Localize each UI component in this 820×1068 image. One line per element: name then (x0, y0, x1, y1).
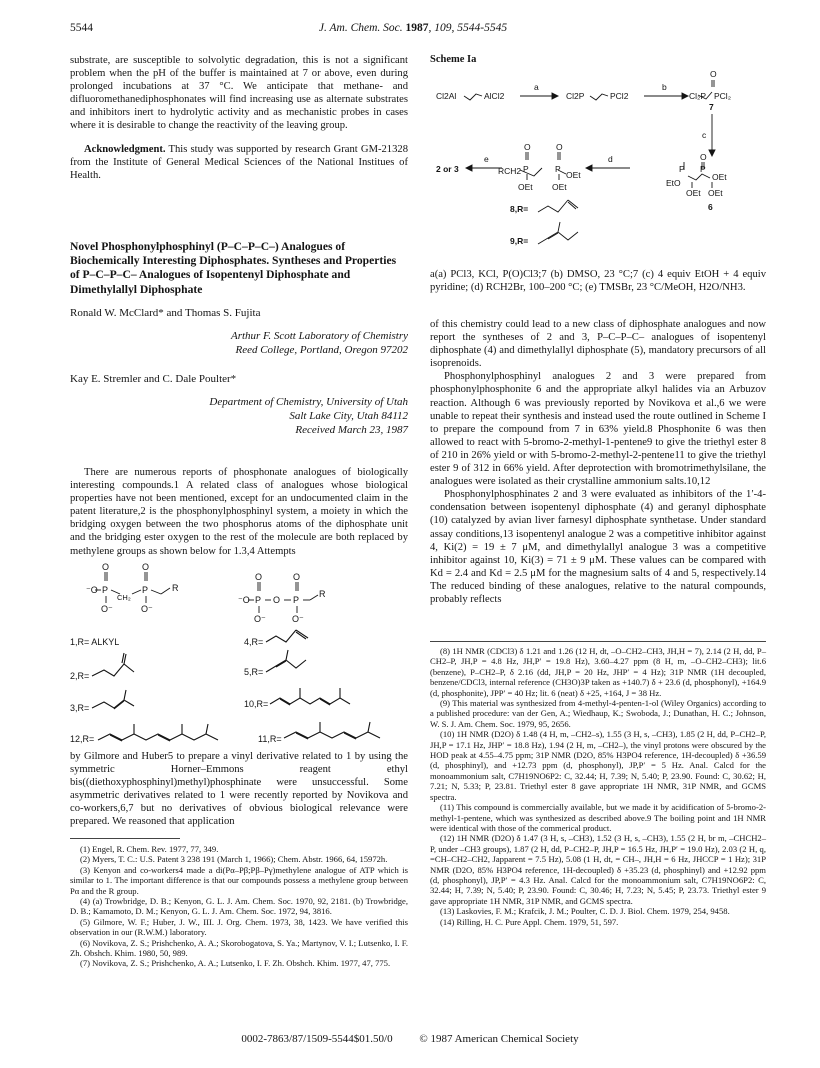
label-2: 2,R= (70, 671, 90, 681)
continuation-paragraph: by Gilmore and Huber5 to prepare a vinyl derivative related to 1 by using the symmetric Horner–Emmons reagent ethyl bis((diethoxyphosphinyl)methyl)phosphinate were unsuccessful. Some asymmetric derivatives related to 1 were recently reported by Novikova and co-workers,6,7 but no derivatives of obvious biological relevance were prepared. We reasoned that application (70, 751, 408, 828)
structures-figure (70, 560, 410, 750)
svg-text:P: P (679, 164, 685, 174)
product-2-or-3: 2 or 3 (436, 164, 459, 174)
footnote: (2) Myers, T. C.: U.S. Patent 3 238 191 (March 1, 1966); Chem. Abstr. 1966, 64, 15972h. (80, 854, 388, 865)
svg-text:O: O (700, 152, 707, 162)
scheme-footnote: a(a) PCl3, KCl, P(O)Cl3;7 (b) DMSO, 23 °C;7 (c) 4 equiv EtOH + 4 equiv pyridine; (d) RCH2Br, 100–200 °C; (e) TMSBr, 23 °C/MeOH, H2O/NH3. (430, 269, 766, 294)
footnote: (13) Laskovies, F. M.; Krafcik, J. M.; Poulter, C. D. J. Biol. Chem. 1979, 254, 9458. (440, 906, 730, 917)
label-3: 3,R= (70, 703, 90, 713)
left-intro (70, 54, 408, 182)
svg-text:⁻O: ⁻O (86, 585, 98, 595)
svg-text:OEt: OEt (708, 188, 723, 198)
affiliation-2-line1: Department of Chemistry, University of Utah (209, 396, 408, 408)
svg-text:Cl₂P: Cl₂P (689, 91, 706, 101)
label-11: 11,R= (258, 734, 282, 744)
svg-text:O: O (710, 69, 717, 79)
article-title: Novel Phosphonylphosphinyl (P–C–P–C–) Analogues of Biochemically Interesting Diphosphates. Syntheses and Properties of P–C–P–C– Analogues of Isopentenyl Diphosphate and Dimethylallyl Diphosphate (70, 240, 397, 296)
footnote: (12) 1H NMR (D2O) δ 1.47 (3 H, s, –CH3), 1.52 (3 H, s, –CH3), 1.55 (2 H, br m, –CHCH2–P, under –CH3 groups), 1.87 (2 H, dd, P–CH2–P, JH,P = 16.5 Hz, JH,P′ = 19.0 Hz), 2.03 (2 H, q, =CH–CH2–CH2, Japparent = 7.5 Hz), 5.08 (1 H, dt, = CH–, JH,H = 6 Hz, JHCCP = 1 Hz); 31P NMR (D2O, 85% H3PO4 reference, 1H-decoupled) δ +35.23 (d, phosphinyl) and +12.92 ppm (d, phosphonyl), JP,P′ = 4.3 Hz. Anal. Calcd for the monoammonium salt, C7H19NO6P2: C, 32.44; H, 7.39; N, 5.40; P, 23.90. Found: C, 30.46; H, 7.23; N, 5.45; P, 23.73. Triethyl ester 9 gave appropriate 1H NMR, 31P NMR, and GCMS spectra. (430, 833, 766, 906)
svg-text:OEt: OEt (518, 182, 533, 192)
affiliation-2-line2: Salt Lake City, Utah 84112 (289, 410, 408, 422)
right-paragraph-3: Phosphonylphosphinates 2 and 3 were evaluated as inhibitors of the 1′-4-condensation between isopentenyl diphosphate (4) and geranyl diphosphate (10) catalyzed by avian liver farnesyl diphosphate synthetase. Under standard assay conditions,13 isopentenyl analogue 2 was a competitive inhibitor against 4, Ki(2) = 19 ± 7 μM, and dimethylallyl analogue 3 was a competitive inhibitor against 10, Ki(3) = 71 ± 9 μM. These values can be compared with Kd = 2.4 and Kd = 2.5 μM for the magnesium salts of 4 and 5, respectively.14 The reduced binding of these analogues, relative to the natural compounds, probably reflects (430, 489, 766, 605)
footnote: (3) Kenyon and co-workers4 made a di(Pα–Pβ;Pβ–Pγ)methylene analogue of ATP which is similar to 1. The important difference is that our compounds possess a methylene group between Pα and the R group. (70, 864, 408, 896)
affiliation-1 (70, 329, 408, 357)
svg-text:O⁻: O⁻ (292, 614, 304, 624)
footnote-rule-right (430, 641, 766, 642)
svg-text:O: O (524, 142, 531, 152)
compound-9: 9,R= (510, 236, 529, 246)
footnote: (11) This compound is commercially available, but we made it by acidification of 5-bromo-2-methyl-1-pentene, which was synthesized as described above.9 The boiling point and 1H NMR were identical with those of the commerical product. (430, 802, 766, 833)
footnote-rule-left (70, 838, 180, 839)
svg-text:O: O (255, 572, 263, 582)
svg-text:OEt: OEt (712, 172, 727, 182)
scheme-reactant-right: AlCl2 (484, 91, 505, 101)
right-body (430, 318, 766, 606)
footnote: (6) Novikova, Z. S.; Prishchenko, A. A.; Skorobogatova, S. Ya.; Martynov, V. I.; Lutsenko, I. F. Zh. Obshch. Khim. 1980, 50, 989. (70, 937, 408, 959)
svg-text:O: O (142, 562, 150, 572)
svg-text:R: R (319, 589, 326, 599)
reagent-e-label: e (484, 154, 489, 164)
copyright: © 1987 American Chemical Society (419, 1033, 579, 1045)
svg-text:O⁻: O⁻ (141, 604, 153, 614)
footnotes-left (70, 844, 408, 969)
compound-6: 6 (708, 202, 713, 212)
label-1: 1,R= ALKYL (70, 637, 120, 647)
svg-text:PCl₂: PCl₂ (714, 91, 731, 101)
scheme-title: Scheme Ia (430, 54, 477, 65)
ack-label: Acknowledgment. (84, 143, 166, 155)
journal-citation (70, 22, 756, 34)
scheme-int-left: Cl2P (566, 91, 585, 101)
footnotes-right (430, 646, 766, 927)
svg-text:O⁻: O⁻ (254, 614, 266, 624)
intro-body (70, 466, 408, 558)
compound-8: 8,R= (510, 204, 529, 214)
svg-text:P: P (523, 164, 529, 174)
article-code: 0002-7863/87/1509-5544$01.50/0 (241, 1033, 393, 1045)
svg-text:P: P (142, 585, 149, 595)
footnote: (4) (a) Trowbridge, D. B.; Kenyon, G. L. J. Am. Chem. Soc. 1970, 92, 2181. (b) Trowbridge, D. B.; Kamamoto, D. M.; Kenyon, G. L. J. Am. Chem. Soc. 1972, 94, 3816. (70, 896, 408, 917)
reagent-b: b (662, 82, 667, 92)
scheme-diagram (430, 66, 770, 266)
svg-text:R: R (172, 583, 179, 593)
right-paragraph-2: Phosphonylphosphinyl analogues 2 and 3 were prepared from phosphonylphosphonite 6 and the appropriate alkyl halides via an Arbuzov reaction. Although 6 was previously reported by Novikova et al.,6 we were unable to repeat their synthesis and instead used the route outlined in Scheme I to prepare the compound from 7 in 63% yield.8 Phosphonite 6 was then allowed to react with 5-bromo-2-methyl-1-pentene9 to give the triethyl ester 8 of 210 in 26% yield or with 5-bromo-2-methyl-2-pentene11 to give the triethyl ester 9 of 312 in 66% yield. After deprotection with bromotrimethylsilane, the analogues were isolated as their crystalline ammonium salts.10,12 (430, 371, 766, 488)
left-continuation (70, 750, 408, 829)
label-12: 12,R= (70, 734, 95, 744)
received-date: Received March 23, 1987 (295, 424, 408, 436)
page-footer (0, 1033, 820, 1045)
authors-1: Ronald W. McClard* and Thomas S. Fujita (70, 307, 261, 319)
affiliation-2 (70, 395, 408, 437)
svg-text:OEt: OEt (686, 188, 701, 198)
footnote: (1) Engel, R. Chem. Rev. 1977, 77, 349. (80, 844, 219, 854)
svg-text:⁻O: ⁻O (238, 595, 250, 605)
footnote: (5) Gilmore, W. F.; Huber, J. W., III. J. Org. Chem. 1973, 38, 1423. We have verified this observation in our (R.W.M.) laboratory. (70, 916, 408, 938)
scheme-int-right: PCl2 (610, 91, 629, 101)
footnote: (9) This material was synthesized from 4-methyl-4-penten-1-ol (Wiley Organics) according to a published procedure: van der Gen, A.; Wiedhaup, K.; Swoboda, J.; Dunathan, H. C.; Johnson, W. S. J. Am. Chem. Soc. 1979, 95, 2656. (430, 698, 766, 729)
scheme-rch2: RCH2 (498, 166, 522, 176)
label-10: 10,R= (244, 699, 269, 709)
footnote: (8) 1H NMR (CDCl3) δ 1.21 and 1.26 (12 H, dt, –O–CH2–CH3, JH,H = 7), 2.14 (2 H, dd, P–CH2–P, JH,P = 4.8 Hz, JH,P′ = 19.8 Hz), 3.60–4.27 ppm (8 H, m, –O–CH2–CH3); lit.6 (benzene), P–CH2–P, δ 2.16 (dd, JH,P = 20 Hz, JHP′ = 4 Hz); 31P NMR (1H decoupled, benzene/CDCl3, internal reference (CH3O)3P taken as +140.7) δ + 23.6 (d, phosphonyl), +164.9 (d, phosphonite), JPP′ = 40 Hz; lit. 6 (neat) δ +25, +164, J = 38 Hz. (430, 646, 766, 698)
running-header (70, 22, 756, 38)
footnote: (14) Rilling, H. C. Pure Appl. Chem. 1979, 51, 597. (440, 916, 619, 927)
reagent-c: c (702, 130, 707, 140)
svg-text:O: O (273, 595, 281, 605)
intro-paragraph: substrate, are susceptible to solvolytic degradation, this is not a significant problem when the pH of the buffer is maintained at 7 or above, even during prolonged incubations at 37 °C. We anticipate that methane- and difluoromethanediphosphonates will find increasing use as alternate substrates and inhibitors inert to hydrolytic activity and as mechanistic probes in cases where it is desirable to change the reactivity of the leaving group. (70, 55, 408, 132)
journal-volume-pages: , 109, 5544-5545 (428, 22, 508, 34)
svg-text:EtO: EtO (666, 178, 681, 188)
ack-text: This study was supported by research Grant GM-21328 from the Institute of General Medical Sciences of the National Institues of Health. (70, 143, 408, 181)
svg-text:CH₂: CH₂ (117, 593, 131, 602)
page-number: 5544 (70, 22, 93, 34)
scheme-oet-1: OEt (566, 170, 581, 180)
journal-year: 1987 (405, 22, 429, 34)
body-paragraph: There are numerous reports of phosphonate analogues of biologically interesting compounds.1 A related class of analogues whose biological properties have not been mentioned, except for an undocumented claim in the patent literature,2 is the phosphonylphosphinyl system, a moiety in which the bridging oxygen between the two phosphorus atoms of the diphosphate unit and the bridging ester oxygen to the rest of the molecule are both replaced by methylene groups as shown below for 1.3,4 Attempts (70, 467, 408, 557)
reagent-a: a (534, 82, 539, 92)
footnote: (7) Novikova, Z. S.; Prishchenko, A. A.; Lutsenko, I. F. Zh. Obshch. Khim. 1977, 47, 775. (80, 958, 391, 969)
svg-text:O: O (556, 142, 563, 152)
reagent-d: d (608, 154, 613, 164)
affiliation-1-line1: Arthur F. Scott Laboratory of Chemistry (230, 330, 408, 342)
svg-text:O: O (293, 572, 301, 582)
svg-text:P: P (102, 585, 109, 595)
svg-text:O: O (102, 562, 110, 572)
label-5: 5,R= (244, 667, 264, 677)
footnote: (10) 1H NMR (D2O) δ 1.48 (4 H, m, –CH2–s), 1.55 (3 H, s, –CH3), 1.85 (2 H, dd, P–CH2–P, JH,P = 17.1 Hz, JHP′ = 18.8 Hz), 1.94 (2 H, m, –CH2–), the vinyl protons were obscured by the HOD peak at 4.55–4.75 ppm; 31P NMR (D2O, 85% H3PO4 reference, 1H-decoupled) δ +36.59 (d, phosphinyl), and +12.73 ppm (d, phosphonyl), JP,P′ = 5 Hz. Anal. Calcd for the monoammonium salt, C7H19NO6P2: C, 32.44; H, 7.39; N, 5.40; P, 23.90. Found: C, 30.62; H, 7.21; N, 5.33; P, 23.81. Triethyl ester 8 gave appropriate 1H NMR, 31P NMR, and GCMS spectra. (430, 729, 766, 802)
svg-text:O⁻: O⁻ (101, 604, 113, 614)
label-4: 4,R= (244, 637, 264, 647)
scheme-reactant-left: Cl2Al (436, 91, 457, 101)
svg-text:OEt: OEt (552, 182, 567, 192)
journal-name: J. Am. Chem. Soc. (318, 22, 403, 34)
affiliation-1-line2: Reed College, Portland, Oregon 97202 (235, 344, 408, 356)
svg-text:P: P (255, 595, 262, 605)
svg-text:P: P (293, 595, 300, 605)
acknowledgment (70, 143, 408, 182)
right-paragraph-1: of this chemistry could lead to a new class of diphosphate analogues and now report the syntheses of 2 and 3, P–C–P–C– analogues of isopentenyl diphosphate (4) and dimethylallyl diphosphate (5), mandatory precursors of all isoprenoids. (430, 319, 766, 370)
svg-text:P: P (700, 164, 706, 174)
compound-7: 7 (709, 102, 714, 112)
svg-text:P: P (555, 164, 561, 174)
authors-2: Kay E. Stremler and C. Dale Poulter* (70, 373, 237, 385)
